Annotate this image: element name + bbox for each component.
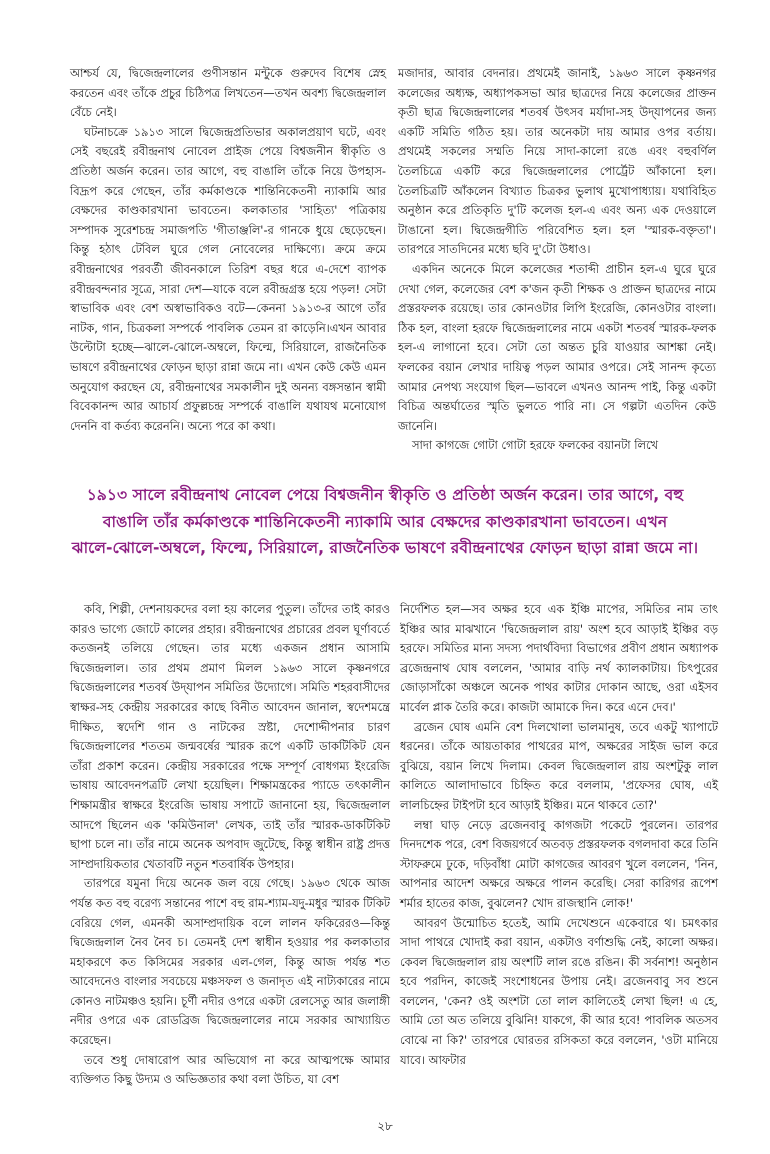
paragraph: ব্রজেন ঘোষ এমনি বেশ দিলখোলা ভালমানুষ, তবে একটু খ্যাপাটে ধরনের। তাঁকে আয়তাকার পাথরের মাপ, অক্ষরের সাইজ ভাল করে বুঝিয়ে, বয়ান লিখে দিলাম। কেবল দ্বিজেন্দ্রলাল রায় অংশটুকু লাল কালিতে আলাদাভাবে চিহ্নিত করে বললাম, 'প্রফেসর ঘোষ, এই লালচিহ্নের টাইপটা হবে আড়াই ইঞ্চির। মনে থাকবে তো?' [400, 719, 718, 812]
pull-quote-line: বাঙালি তাঁর কর্মকাণ্ডকে শান্তিনিকেতনী ন্যাকামি আর বেক্ষদের কাণ্ডকারখানা ভাবতেন। এখন [102, 512, 668, 531]
top-left-column [70, 64, 386, 436]
pull-quote-line: ১৯১৩ সালে রবীন্দ্রনাথ নোবেল পেয়ে বিশ্বজনীন স্বীকৃতি ও প্রতিষ্ঠা অর্জন করেন। তার আগে, বহু [86, 486, 684, 504]
paragraph: মজাদার, আবার বেদনার। প্রথমেই জানাই, ১৯৬৩ সালে কৃষ্ণনগর কলেজের অধ্যক্ষ, অধ্যাপকসভা আর ছাত্রদের নিয়ে কলেজের প্রাক্তন কৃতী ছাত্র দ্বিজেন্দ্রলালের শতবর্ষ উৎসব মর্যাদা-সহ উদ্‌যাপনের জন্য একটি সমিতি গঠিত হয়। তার অনেকটা দায় আমার ওপর বর্তায়। প্রথমেই সকলের সম্মতি নিয়ে সাদা-কালো রঙে এবং বহুবর্ণিল তৈলচিত্রে একটি করে দ্বিজেন্দ্রলালের পোর্ট্রেট আঁকানো হল। তৈলচিত্রটি আঁকলেন বিখ্যাত চিত্রকর ভুলাথ মুখোপাধ্যায়। যথাবিহিত অনুষ্ঠান করে প্রতিকৃতি দু'টি কলেজ হল-এ এবং অন্য এক দেওয়ালে টাঙানো হল। দ্বিজেন্দ্রগীতি পরিবেশিত হল। হল 'স্মারক-বক্তৃতা'। তারপরে সাতদিনের মধ্যে ছবি দু'টো উধাও। [398, 66, 716, 257]
paragraph: তারপরে যমুনা দিয়ে অনেক জল বয়ে গেছে। ১৯৬৩ থেকে আজ পর্যন্ত কত বহু বরেণ্য সন্তানের পাশে বহু রাম-শ্যাম-যদু-মধুর স্মারক টিকিট বেরিয়ে গেল, এমনকী অসাম্প্রদায়িক বলে লালন ফকিরেরও—কিন্তু দ্বিজেন্দ্রলাল নৈব নৈব চ। তেমনই দেশ স্বাধীন হওয়ার পর কলকাতার মহাকরণে কত কিসিমের সরকার এল-গেল, কিন্তু আজ পর্যন্ত শত আবেদনেও বাংলার সবচেয়ে মঞ্চসফল ও জনাদৃত এই নাট্যকারের নামে কোনও নাটমঞ্চও হয়নি। চূর্ণী নদীর ওপরে একটা রেলসেতু আর জলাঙ্গী নদীর ওপরে এক রোডব্রিজ দ্বিজেন্দ্রলালের নামে সরকার আখ্যায়িত করেছেন। [70, 876, 390, 1048]
paragraph: আশ্চর্য যে, দ্বিজেন্দ্রলালের গুণীসন্তান মন্টুকে গুরুদেব বিশেষ স্নেহ করতেন এবং তাঁকে প্রচুর চিঠিপত্র লিখতেন—তখন অবশ্য দ্বিজেন্দ্রলাল বেঁচে নেই। [70, 66, 386, 120]
page-number: ২৮ [377, 1119, 393, 1133]
paragraph: ঘটনাচক্রে ১৯১৩ সালে দ্বিজেন্দ্রপ্রতিভার অকালপ্রয়াণ ঘটে, এবং সেই বছরেই রবীন্দ্রনাথ নোবেল প্রাইজ পেয়ে বিশ্বজনীন স্বীকৃতি ও প্রতিষ্ঠা অর্জন করেন। তার আগে, বহু বাঙালি তাঁকে নিয়ে উপহাস-বিদ্রূপ করে গেছেন, তাঁর কর্মকাণ্ডকে শান্তিনিকেতনী ন্যাকামি আর বেক্ষদের কাণ্ডকারখানা ভাবতেন। কলকাতার 'সাহিত্য' পত্রিকায় সম্পাদক সুরেশচন্দ্র সমাজপতি 'গীতাঞ্জলি'-র গানকে ধুয়ে ছেড়েছেন। কিন্তু হঠাৎ টেবিল ঘুরে গেল নোবেলের দাক্ষিণ্যে। ক্রমে ক্রমে রবীন্দ্রনাথের পরবর্তী জীবনকালে তিরিশ বছর ধরে এ-দেশে ব্যাপক রবীন্দ্রবন্দনার সূত্রে, সারা দেশ—যাকে বলে রবীন্দ্রগ্রস্ত হয়ে পড়ল! সেটা স্বাভাবিক এবং বেশ অস্বাভাবিকও বটে—কেননা ১৯১৩-র আগে তাঁর নাটক, গান, চিত্রকলা সম্পর্কে পাবলিক তেমন রা কাড়েনি।এখন আবার উল্টোটা হচ্ছে—ঝালে-ঝোলে-অম্বলে, ফিল্মে, সিরিয়ালে, রাজনৈতিক ভাষণে রবীন্দ্রনাথের ফোড়ন ছাড়া রান্না জমে না। এখন কেউ কেউ এমন অনুযোগ করছেন যে, রবীন্দ্রনাথের সমকালীন দুই অনন্য বঙ্গসন্তান স্বামী বিবেকানন্দ আর আচার্য প্রফুল্লচন্দ্র সম্পর্কে বাঙালি যথাযথ মনোযোগ দেননি বা কর্তব্য করেননি। অন্যে পরে কা কথা। [70, 124, 386, 433]
top-right-column [398, 64, 716, 456]
paragraph: তবে শুধু দোষারোপ আর অভিযোগ না করে আত্মপক্ষে আমার ব্যক্তিগত কিছু উদ্যম ও অভিজ্ঞতার কথা বলা উচিত, যা বেশ [70, 1052, 390, 1087]
paragraph: একদিন অনেকে মিলে কলেজের শতাব্দী প্রাচীন হল-এ ঘুরে ঘুরে দেখা গেল, কলেজের বেশ ক'জন কৃতী শিক্ষক ও প্রাক্তন ছাত্রদের নামে প্রস্তরফলক রয়েছে। তার কোনওটার লিপি ইংরেজি, কোনওটার বাংলা। ঠিক হল, বাংলা হরফে দ্বিজেন্দ্রলালের নামে একটা শতবর্ষ স্মারক-ফলক হল-এ লাগানো হবে। সেটা তো অন্তত চুরি যাওয়ার আশঙ্কা নেই। ফলকের বয়ান লেখার দায়িত্ব পড়ল আমার ওপরে। সেই সানন্দ কৃত্যে আমার নেপথ্য সংযোগ ছিল—ভাবলে এখনও আনন্দ পাই, কিন্তু একটা বিচিত্র অন্তর্ঘাতের স্মৃতি ভুলতে পারি না। সে গল্পটা এতদিন কেউ জানেনি। [398, 261, 716, 433]
paragraph: কবি, শিল্পী, দেশনায়কদের বলা হয় কালের পুতুল। তাঁদের তাই কারও কারও ভাগ্যে জোটে কালের প্রহার। রবীন্দ্রনাথের প্রচারের প্রবল ঘূর্ণাবর্তে কতজনই তলিয়ে গেছেন। তার মধ্যে একজন প্রধান আসামি দ্বিজেন্দ্রলাল। তার প্রথম প্রমাণ মিলল ১৯৬৩ সালে কৃষ্ণনগরে দ্বিজেন্দ্রলালের শতবর্ষ উদ্‌যাপন সমিতির উদ্যোগে। সমিতি শহরবাসীদের স্বাক্ষর-সহ কেন্দ্রীয় সরকারের কাছে বিনীত আবেদন জানাল, স্বদেশমন্ত্রে দীক্ষিত, স্বদেশি গান ও নাটকের স্রষ্টা, দেশোদ্দীপনার চারণ দ্বিজেন্দ্রলালের শততম জন্মবর্ষের স্মারক রূপে একটি ডাকটিকিট যেন তাঁরা প্রকাশ করেন। কেন্দ্রীয় সরকারের পক্ষে সম্পূর্ণ বোধগম্য ইংরেজি ভাষায় আবেদনপত্রটি লেখা হয়েছিল। শিক্ষামন্ত্রকের প্যাডে তৎকালীন শিক্ষামন্ত্রীর স্বাক্ষরে ইংরেজি ভাষায় সপাটে জানানো হয়, দ্বিজেন্দ্রলাল আদপে ছিলেন এক 'কমিউনাল' লেখক, তাই তাঁর স্মারক-ডাকটিকিট ছাপা চলে না। তাঁর নামে অনেক অপবাদ জুটেছে, কিন্তু স্বাধীন রাষ্ট্র প্রদত্ত সাম্প্রদায়িকতার খেতাবটি নতুন শতবার্ষিক উপহার। [70, 602, 390, 871]
pull-quote-line: ঝালে-ঝোলে-অম্বলে, ফিল্মে, সিরিয়ালে, রাজনৈতিক ভাষণে রবীন্দ্রনাথের ফোড়ন ছাড়া রান্না জমে না। [71, 539, 699, 557]
bottom-left-column [70, 600, 390, 1090]
paragraph: সাদা কাগজে গোটা গোটা হরফে ফলকের বয়ানটা লিখে [412, 438, 659, 453]
pull-quote [60, 482, 710, 562]
paragraph: লম্বা ঘাড় নেড়ে ব্রজেনবাবু কাগজটা পকেটে পুরলেন। তারপর দিনদশেক পরে, বেশ বিজয়গর্বে অতবড় প্রস্তরফলক বগলদাবা করে তিনি স্টাফরুমে ঢুকে, দড়িবাঁধা মোটা কাগজের আবরণ খুলে বললেন, 'নিন, আপনার আদেশ অক্ষরে অক্ষরে পালন করেছি। সেরা কারিগর রূপেশ শর্মার হাতের কাজ, বুঝলেন? খোদ রাজস্থানি লোক!' [400, 817, 718, 910]
bottom-right-column [400, 600, 718, 1070]
paragraph: আবরণ উন্মোচিত হতেই, আমি দেখেশুনে একেবারে থ। চমৎকার সাদা পাথরে খোদাই করা বয়ান, একটাও বর্ণাশুদ্ধি নেই, কালো অক্ষর। কেবল দ্বিজেন্দ্রলাল রায় অংশটি লাল রঙে রঙিন। কী সর্বনাশ! অনুষ্ঠান হবে পরদিন, কাজেই সংশোধনের উপায় নেই। ব্রজেনবাবু সব শুনে বললেন, 'কেন? ওই অংশটা তো লাল কালিতেই লেখা ছিল! এ হে, আমি তো অত তলিয়ে বুঝিনি! যাকগে, কী আর হবে! পাবলিক অতসব বোঝে না কি?' তারপরে ঘোরতর রসিকতা করে বললেন, 'ওটা মানিয়ে যাবে। আফটার [400, 915, 718, 1067]
paragraph: নির্দেশিত হল—সব অক্ষর হবে এক ইঞ্চি মাপের, সমিতির নাম তাৎ ইঞ্চির আর মাঝখানে 'দ্বিজেন্দ্রলাল রায়' অংশ হবে আড়াই ইঞ্চির বড় হরফে। সমিতির মান্য সদস্য পদার্থবিদ্যা বিভাগের প্রবীণ প্রধান অধ্যাপক ব্রজেন্দ্রনাথ ঘোষ বললেন, 'আমার বাড়ি নর্থ ক্যালকাটায়। চিৎপুরের জোড়াসাঁকো অঞ্চলে অনেক পাথর কাটার দোকান আছে, ওরা এইসব মার্বেল প্লাক তৈরি করে। কাজটা আমাকে দিন। করে এনে দেব।' [400, 602, 718, 714]
